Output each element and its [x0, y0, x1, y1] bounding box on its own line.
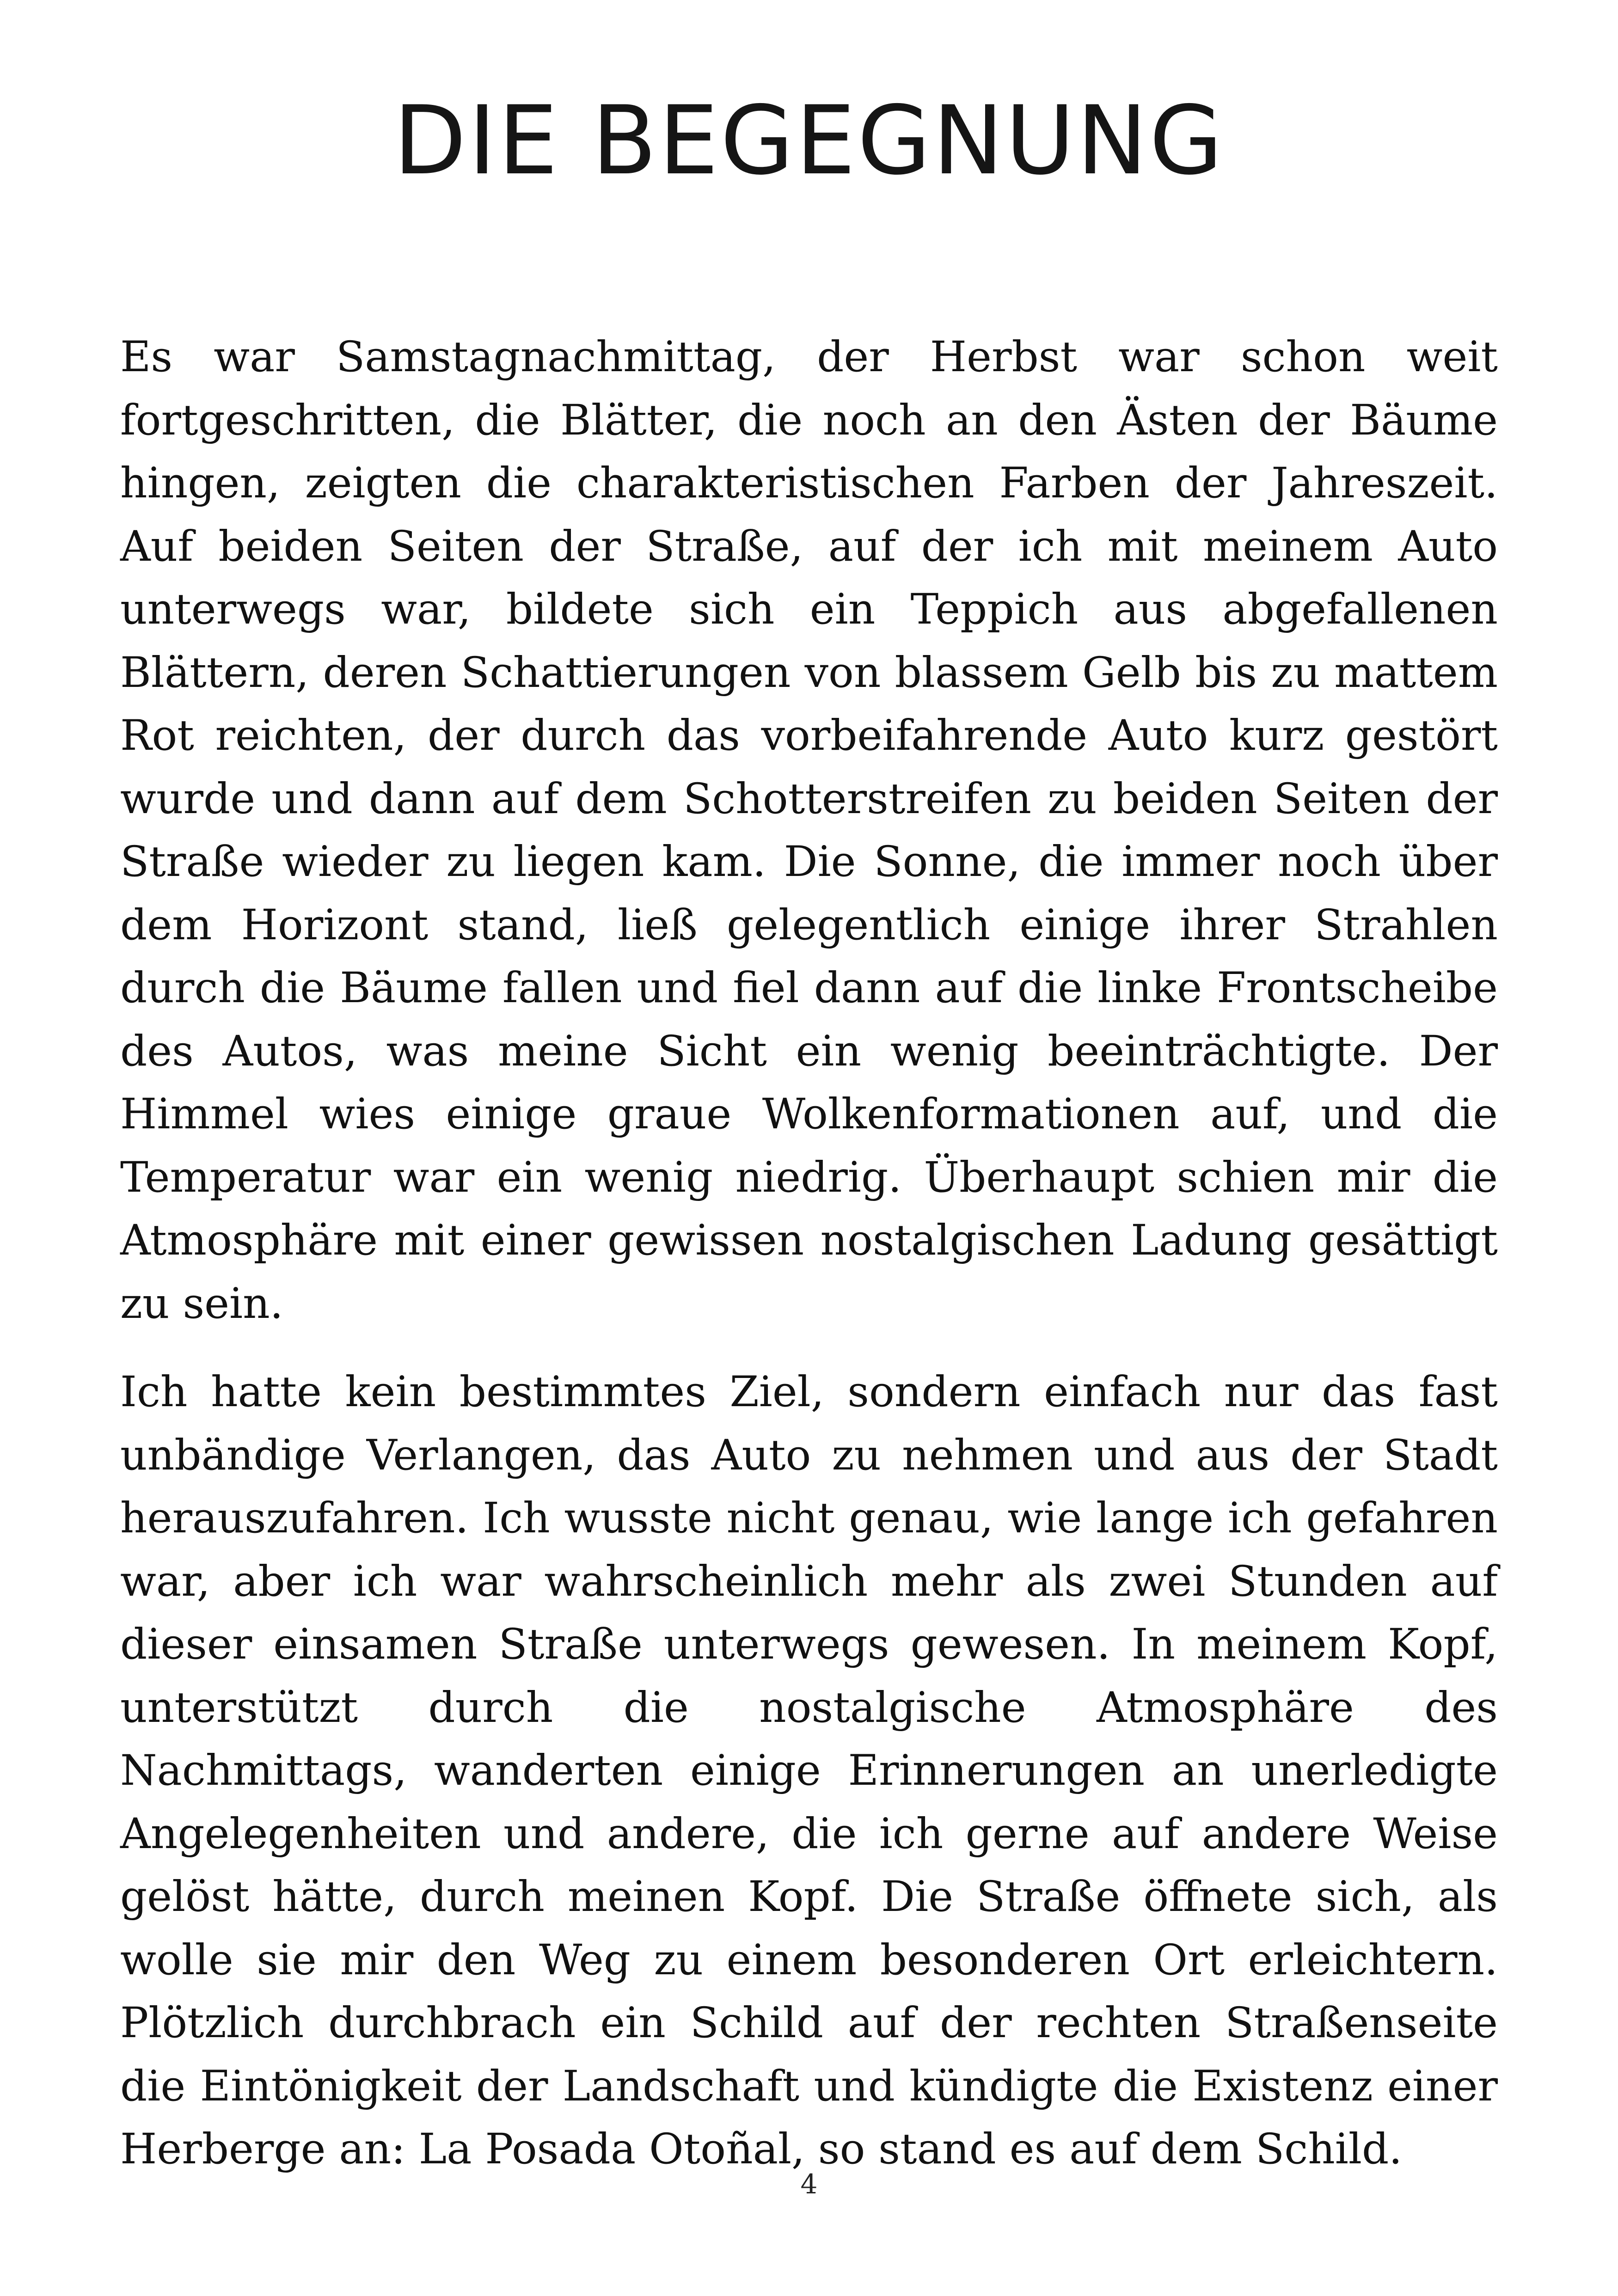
page-number: 4: [800, 2168, 818, 2200]
paragraph-2: Ich hatte kein bestimmtes Ziel, sondern einfach nur das fast unbändige Verlangen, das Auto zu nehmen und aus der Stadt herauszufahren. Ich wusste nicht genau, wie lange ich gefahren war, aber ich war wahrscheinlich mehr als zwei Stunden auf dieser einsamen Straße unterwegs gewesen. In meinem Kopf, unterstützt durch die nostalgische Atmosphäre des Nachmittags, wanderten einige Erinnerungen an unerledigte Angelegenheiten und andere, die ich gerne auf andere Weise gelöst hätte, durch meinen Kopf. Die Straße öffnete sich, als wolle sie mir den Weg zu einem besonderen Ort erleichtern. Plötzlich durchbrach ein Schild auf der rechten Straßenseite die Eintönigkeit der Landschaft und kündigte die Existenz einer Herberge an: La Posada Otoñal, so stand es auf dem Schild.: [120, 1368, 1498, 2174]
paragraph-1: Es war Samstagnachmittag, der Herbst war schon weit fortgeschritten, die Blätter, die noch an den Ästen der Bäume hingen, zeigten die charakteristischen Farben der Jahreszeit. Auf beiden Seiten der Straße, auf der ich mit meinem Auto unterwegs war, bildete sich ein Teppich aus abgefallenen Blättern, deren Schattierungen von blassem Gelb bis zu mattem Rot reichten, der durch das vorbeifahrende Auto kurz gestört wurde und dann auf dem Schotterstreifen zu beiden Seiten der Straße wieder zu liegen kam. Die Sonne, die immer noch über dem Horizont stand, ließ gelegentlich einige ihrer Strahlen durch die Bäume fallen und fiel dann auf die linke Frontscheibe des Autos, was meine Sicht ein wenig beeinträchtigte. Der Himmel wies einige graue Wolkenformationen auf, und die Temperatur war ein wenig niedrig. Überhaupt schien mir die Atmosphäre mit einer gewissen nostalgischen Ladung gesättigt zu sein.: [120, 333, 1498, 1328]
chapter-title: DIE BEGEGNUNG: [393, 86, 1225, 196]
chapter-body: [120, 326, 1498, 2207]
